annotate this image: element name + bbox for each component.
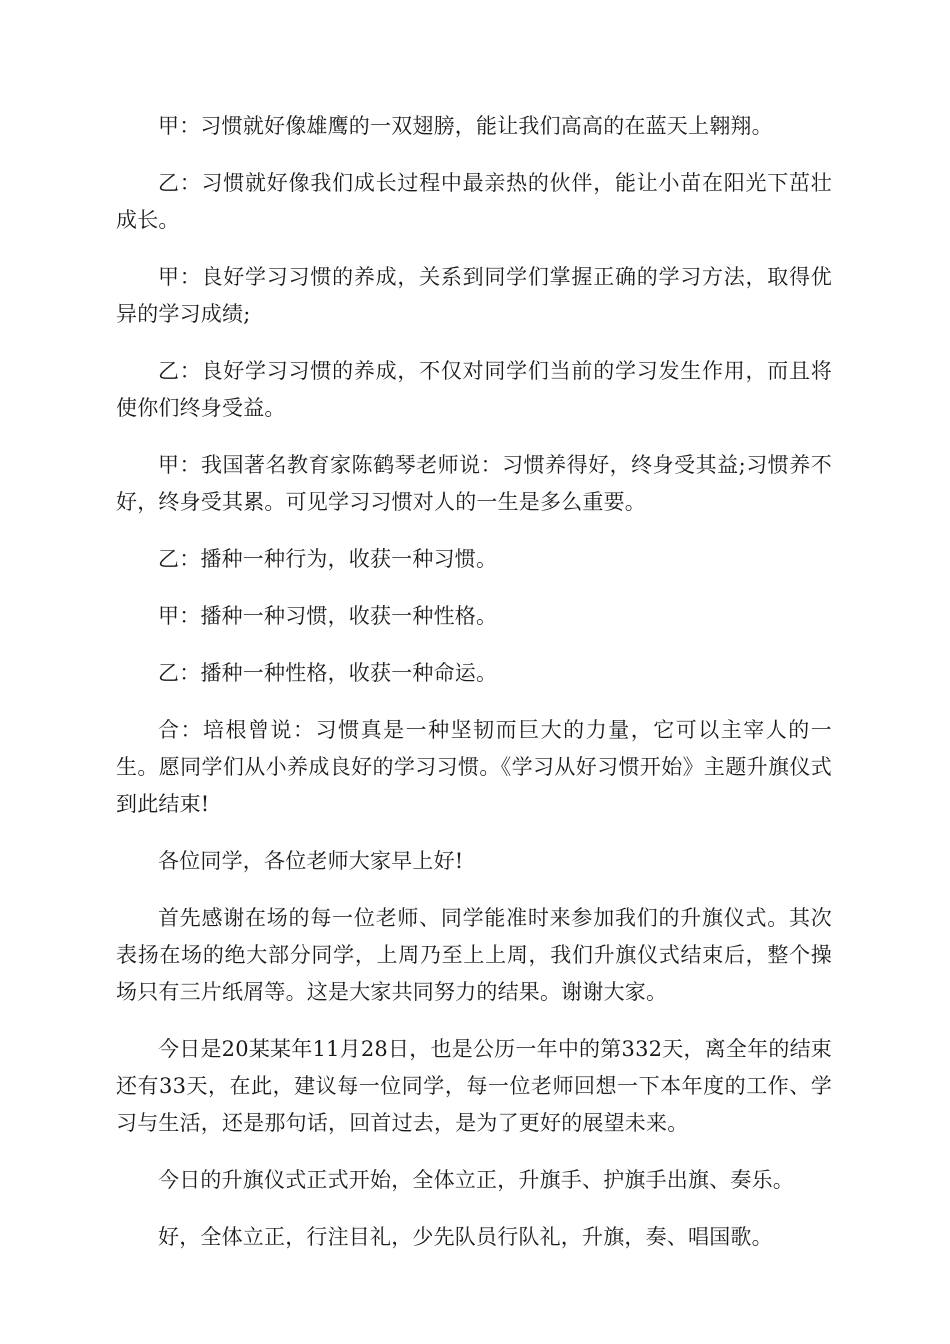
paragraph-14: 好，全体立正，行注目礼，少先队员行队礼，升旗，奏、唱国歌。 — [158, 1225, 773, 1249]
paragraph-8: 乙：播种一种性格，收获一种命运。 — [158, 661, 498, 685]
paragraph-2: 乙：习惯就好像我们成长过程中最亲热的伙伴，能让小苗在阳光下茁壮成长。 — [116, 171, 832, 232]
paragraph-12: 今日是20某某年11月28日，也是公历一年中的第332天，离全年的结束还有33天，在此，建议每一位同学，每一位老师回想一下本年度的工作、学习与生活，还是那句话，回首过去，是为了更好的展望未来。 — [116, 1037, 832, 1135]
paragraph-11: 首先感谢在场的每一位老师、同学能准时来参加我们的升旗仪式。其次表扬在场的绝大部分同学，上周乃至上上周，我们升旗仪式结束后，整个操场只有三片纸屑等。这是大家共同努力的结果。谢谢大家。 — [116, 906, 832, 1004]
document-body — [116, 108, 832, 1276]
paragraph-9: 合：培根曾说：习惯真是一种坚韧而巨大的力量，它可以主宰人的一生。愿同学们从小养成良好的学习习惯。《学习从好习惯开始》主题升旗仪式到此结束! — [116, 718, 832, 816]
paragraph-3: 甲：良好学习习惯的养成，关系到同学们掌握正确的学习方法，取得优异的学习成绩; — [116, 265, 832, 326]
paragraph-10: 各位同学，各位老师大家早上好! — [158, 849, 464, 873]
paragraph-7: 甲：播种一种习惯，收获一种性格。 — [158, 604, 498, 628]
paragraph-13: 今日的升旗仪式正式开始，全体立正，升旗手、护旗手出旗、奏乐。 — [158, 1168, 794, 1192]
paragraph-4: 乙：良好学习习惯的养成，不仅对同学们当前的学习发生作用，而且将使你们终身受益。 — [116, 359, 832, 420]
paragraph-6: 乙：播种一种行为，收获一种习惯。 — [158, 547, 498, 571]
paragraph-1: 甲：习惯就好像雄鹰的一双翅膀，能让我们高高的在蓝天上翱翔。 — [158, 114, 773, 138]
paragraph-5: 甲：我国著名教育家陈鹤琴老师说：习惯养得好，终身受其益;习惯养不好，终身受其累。可见学习习惯对人的一生是多么重要。 — [116, 453, 832, 514]
